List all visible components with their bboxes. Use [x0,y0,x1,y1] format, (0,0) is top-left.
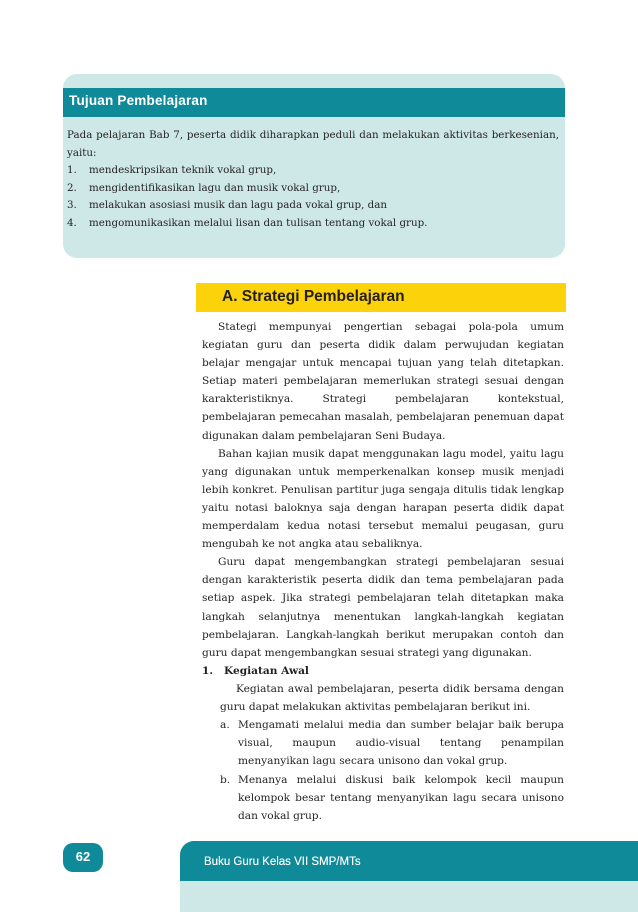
subsection-intro: Kegiatan awal pembelajaran, peserta didik bersama dengan guru dapat melakukan aktivitas pembelajaran berikut ini. [220,683,564,714]
page-number-badge [63,843,103,872]
list-item [67,180,559,198]
footer-band [180,841,638,912]
book-title: Buku Guru Kelas VII SMP/MTs [204,856,361,868]
list-item [67,162,559,180]
learning-objectives-intro: Pada pelajaran Bab 7, peserta didik diharapkan peduli dan melakukan aktivitas berkesenian, yaitu: [67,129,559,159]
list-item [67,197,559,215]
page-number: 62 [75,849,91,864]
paragraph: Bahan kajian musik dapat menggunakan lagu model, yaitu lagu yang digunakan untuk memperkenalkan konsep musik menjadi lebih konkret. Penulisan partitur juga sengaja ditulis tidak lengkap yaitu notasi baloknya saja dengan harapan peserta didik dapat memperdalam kedua notasi tersebut memalui peugasan, guru mengubah ke not angka atau sebaliknya. [202,447,564,551]
item-text: mengomunikasikan melalui lisan dan tulisan tentang vokal grup. [89,216,428,229]
subsection-kegiatan-awal [202,662,564,825]
item-number: 4. [67,216,77,229]
item-text: melakukan asosiasi musik dan lagu pada vokal grup, dan [89,199,388,212]
section-body [202,318,564,662]
item-letter: b. [220,773,231,786]
learning-objectives-title: Tujuan Pembelajaran [69,93,208,108]
item-text: Menanya melalui diskusi baik kelompok kecil maupun kelompok besar tentang menyanyikan lagu secara unisono dan vokal grup. [238,773,564,822]
item-number: 1. [67,164,77,177]
learning-objectives-header [63,88,565,117]
paragraph: Guru dapat mengembangkan strategi pembelajaran sesuai dengan karakteristik peserta didik dan tema pembelajaran pada setiap aspek. Jika strategi pembelajaran telah ditetapkan maka langkah selanjutnya menentukan langkah-langkah kegiatan pembelajaran. Langkah-langkah berikut merupakan contoh dan guru dapat mengembangkan sesuai strategi yang digunakan. [202,556,564,659]
item-number: 2. [67,181,77,194]
item-text: mendeskripsikan teknik vokal grup, [89,164,277,177]
list-item [220,771,564,825]
learning-objectives-list [67,162,559,232]
subsection-title: Kegiatan Awal [224,665,309,677]
subsection-number: 1. [202,665,214,677]
list-item [220,716,564,770]
item-text: Mengamati melalui media dan sumber belajar baik berupa visual, maupun audio-visual tentang penampilan menyanyikan lagu secara unisono dan vokal grup. [238,719,564,768]
list-item [67,215,559,233]
item-letter: a. [220,719,230,732]
learning-objectives-box [63,74,565,258]
activity-list [202,716,564,825]
paragraph: Stategi mempunyai pengertian sebagai pola-pola umum kegiatan guru dan peserta didik dalam perwujudan kegiatan belajar mengajar untuk mencapai tujuan yang telah ditetapkan. Setiap materi pembelajaran memerlukan strategi sesuai dengan karakteristiknya. Strategi pembelajaran kontekstual, pembelajaran pemecahan masalah, pembelajaran penemuan dapat digunakan dalam pembelajaran Seni Budaya. [202,321,564,442]
learning-objectives-body [67,127,559,233]
item-number: 3. [67,199,77,212]
item-text: mengidentifikasikan lagu dan musik vokal grup, [89,181,341,194]
subsection-heading [202,662,564,680]
section-title: A. Strategi Pembelajaran [222,288,405,305]
section-heading-bar [196,283,566,312]
